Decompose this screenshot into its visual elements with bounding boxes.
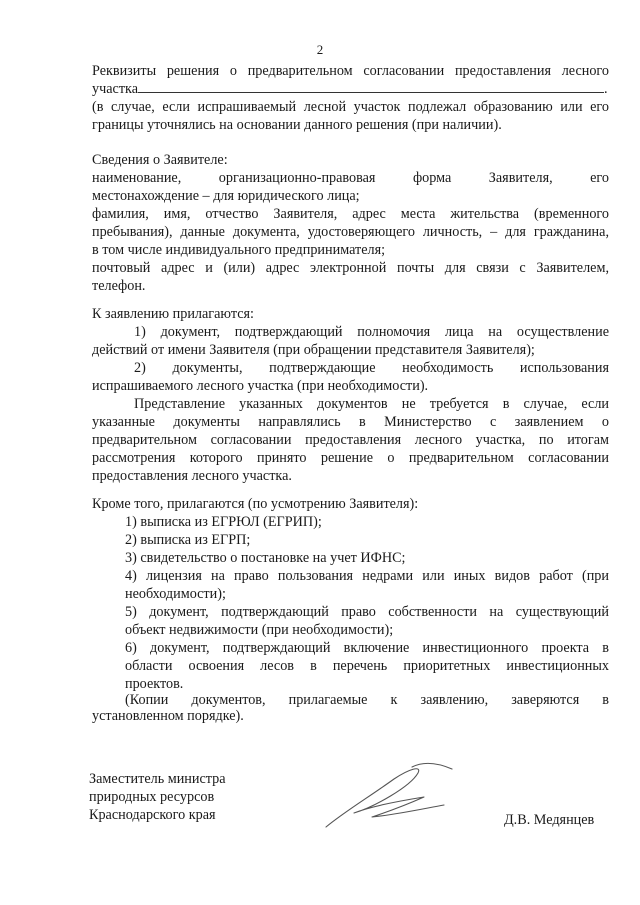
attachments-note-line-4: рассмотрения которого принято решение о предварительном согласовании: [92, 450, 609, 466]
requisites-period: .: [604, 81, 608, 97]
optional-item-2: 2) выписка из ЕГРП;: [125, 532, 251, 548]
handwritten-signature: [314, 757, 464, 837]
applicant-person-line-3: в том числе индивидуального предпринимателя;: [92, 242, 386, 258]
applicant-legal-line-1: наименование, организационно-правовая форма Заявителя, его: [92, 170, 609, 186]
requisites-label: участка: [92, 81, 138, 97]
optional-item-5-line-1: 5) документ, подтверждающий право собственности на существующий: [125, 604, 609, 620]
attachments-note-line-3: предварительном согласовании предоставления лесного участка, по итогам: [92, 432, 609, 448]
requisites-line-2: [92, 80, 608, 98]
attachment-item-2-line-1: 2) документы, подтверждающие необходимость использования: [134, 360, 609, 376]
applicant-person-line-1: фамилия, имя, отчество Заявителя, адрес места жительства (временного: [92, 206, 609, 222]
optional-item-3: 3) свидетельство о постановке на учет ИФНС;: [125, 550, 406, 566]
signatory-title-line-1: Заместитель министра: [89, 771, 226, 787]
attachments-note-line-2: указанные документы направлялись в Министерство с заявлением о: [92, 414, 609, 430]
requisites-line-1: Реквизиты решения о предварительном согласовании предоставления лесного: [92, 63, 609, 79]
attachments-heading: К заявлению прилагаются:: [92, 306, 254, 322]
attachment-item-1-line-1: 1) документ, подтверждающий полномочия лица на осуществление: [134, 324, 609, 340]
requisites-blank-field: [138, 80, 604, 93]
applicant-person-line-2: пребывания), данные документа, удостоверяющего личность, – для гражданина,: [92, 224, 609, 240]
optional-item-6-line-3: проектов.: [125, 676, 184, 692]
copies-note-line-1: (Копии документов, прилагаемые к заявлению, заверяются в: [125, 692, 609, 708]
page-number: 2: [316, 42, 324, 57]
applicant-contact-line-1: почтовый адрес и (или) адрес электронной почты для связи с Заявителем,: [92, 260, 609, 276]
attachment-item-2-line-2: испрашиваемого лесного участка (при необходимости).: [92, 378, 429, 394]
attachments-note-line-1: Представление указанных документов не требуется в случае, если: [134, 396, 609, 412]
applicant-contact-line-2: телефон.: [92, 278, 146, 294]
optional-item-6-line-1: 6) документ, подтверждающий включение инвестиционного проекта в: [125, 640, 609, 656]
signatory-name: Д.В. Медянцев: [504, 812, 595, 828]
signatory-title-line-3: Краснодарского края: [89, 807, 216, 823]
attachment-item-1-line-2: действий от имени Заявителя (при обращении представителя Заявителя);: [92, 342, 535, 358]
signatory-title-line-2: природных ресурсов: [89, 789, 215, 805]
optional-item-4-line-2: необходимости);: [125, 586, 226, 602]
optional-item-4-line-1: 4) лицензия на право пользования недрами или иных видов работ (при: [125, 568, 609, 584]
requisites-line-4: границы уточнялись на основании данного решения (при наличии).: [92, 117, 502, 133]
copies-note-line-2: установленном порядке).: [92, 708, 244, 724]
applicant-legal-line-2: местонахождение – для юридического лица;: [92, 188, 360, 204]
applicant-heading: Сведения о Заявителе:: [92, 152, 228, 168]
optional-item-6-line-2: области освоения лесов в перечень приоритетных инвестиционных: [125, 658, 609, 674]
optional-item-1: 1) выписка из ЕГРЮЛ (ЕГРИП);: [125, 514, 322, 530]
requisites-line-3: (в случае, если испрашиваемый лесной участок подлежал образованию или его: [92, 99, 609, 115]
optional-heading: Кроме того, прилагаются (по усмотрению Заявителя):: [92, 496, 419, 512]
optional-item-5-line-2: объект недвижимости (при необходимости);: [125, 622, 394, 638]
attachments-note-line-5: предоставления лесного участка.: [92, 468, 292, 484]
